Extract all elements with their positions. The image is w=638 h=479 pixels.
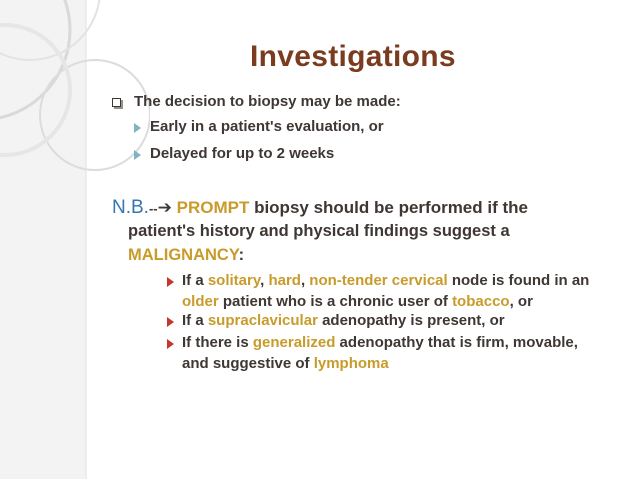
- arrow-right-icon: ➔: [157, 198, 172, 217]
- criterion-text: , or: [509, 293, 533, 310]
- criterion-2: [182, 312, 505, 329]
- highlight-tobacco: tobacco: [452, 293, 510, 310]
- intro-text: The decision to biopsy may be made:: [134, 93, 401, 110]
- nb-label: N.B.: [112, 197, 149, 218]
- highlight-solitary: solitary: [207, 272, 261, 289]
- nb-line-2: patient's history and physical findings suggest a: [128, 222, 510, 240]
- criterion-text: and suggestive of: [182, 355, 314, 372]
- criterion-text: adenopathy is present, or: [317, 312, 505, 329]
- criterion-text: If a: [182, 312, 208, 329]
- highlight-supraclavicular: supraclavicular: [207, 312, 318, 329]
- criterion-3-line-1: [182, 334, 578, 351]
- criterion-text: patient who is a chronic user of: [218, 293, 453, 310]
- highlight-nontender-cervical: non-tender cervical: [309, 272, 448, 289]
- malignancy-word: MALIGNANCY: [128, 246, 239, 264]
- square-bullet-icon: [112, 98, 121, 107]
- highlight-older: older: [182, 293, 219, 310]
- triangle-bullet-icon: [167, 339, 174, 349]
- nb-line-3: [128, 246, 244, 265]
- highlight-lymphoma: lymphoma: [313, 355, 389, 372]
- criterion-text: ,: [260, 272, 269, 289]
- highlight-hard: hard: [268, 272, 301, 289]
- slide-title: Investigations: [250, 40, 456, 73]
- intro-item: Delayed for up to 2 weeks: [150, 145, 335, 162]
- triangle-bullet-icon: [167, 277, 174, 287]
- criterion-text: If there is: [182, 334, 253, 351]
- triangle-bullet-icon: [134, 150, 141, 160]
- nb-dashes: --: [148, 201, 158, 216]
- criterion-text: adenopathy that is firm, movable,: [335, 334, 578, 351]
- nb-line1-rest: biopsy should be performed if the: [249, 198, 528, 217]
- intro-item: Early in a patient's evaluation, or: [150, 118, 384, 135]
- triangle-bullet-icon: [167, 317, 174, 327]
- criterion-text: ,: [300, 272, 310, 289]
- prompt-word: PROMPT: [176, 198, 250, 217]
- highlight-generalized: generalized: [252, 334, 336, 351]
- triangle-bullet-icon: [134, 123, 141, 133]
- criterion-1-line-1: [182, 272, 589, 289]
- criterion-text: If a: [182, 272, 208, 289]
- criterion-text: node is found in an: [447, 272, 590, 289]
- nb-line-1: [112, 197, 528, 219]
- criterion-3-line-2: [182, 355, 389, 372]
- nb-colon: :: [238, 246, 245, 264]
- criterion-1-line-2: [182, 293, 533, 310]
